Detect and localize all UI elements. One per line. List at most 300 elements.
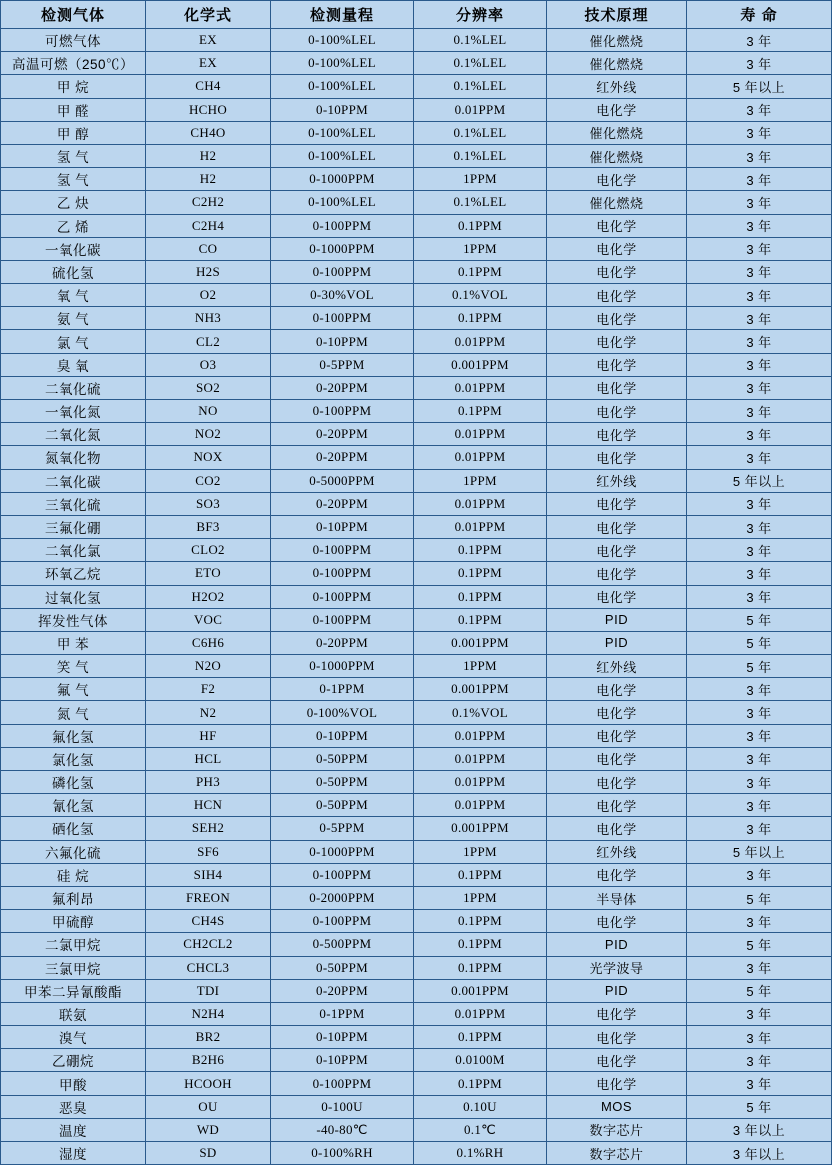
cell-resolution: 0.1%VOL [414,284,547,307]
cell-lifespan: 3 年 [687,284,832,307]
cell-technology: 数字芯片 [547,1142,687,1165]
cell-resolution: 0.01PPM [414,492,547,515]
cell-detection-range: 0-50PPM [271,771,414,794]
cell-lifespan: 3 年 [687,1002,832,1025]
cell-resolution: 0.0100M [414,1049,547,1072]
cell-chemical-formula: N2 [146,701,271,724]
cell-gas-name: 氧 气 [1,284,146,307]
table-row [1,168,832,191]
cell-gas-name: 氯 气 [1,330,146,353]
cell-resolution: 0.1%LEL [414,75,547,98]
table-row [1,98,832,121]
cell-gas-name: 磷化氢 [1,771,146,794]
cell-detection-range: 0-2000PPM [271,886,414,909]
cell-technology: 催化燃烧 [547,121,687,144]
cell-lifespan: 5 年 [687,1095,832,1118]
cell-detection-range: 0-5PPM [271,353,414,376]
column-header-detection-range: 检测量程 [271,1,414,29]
cell-resolution: 0.1PPM [414,1072,547,1095]
cell-resolution: 0.1PPM [414,1026,547,1049]
cell-technology: 红外线 [547,655,687,678]
cell-gas-name: 硅 烷 [1,863,146,886]
cell-gas-name: 三氟化硼 [1,515,146,538]
cell-resolution: 0.01PPM [414,330,547,353]
cell-technology: MOS [547,1095,687,1118]
cell-technology: 电化学 [547,98,687,121]
cell-technology: 电化学 [547,678,687,701]
cell-detection-range: 0-1PPM [271,678,414,701]
cell-detection-range: 0-50PPM [271,956,414,979]
cell-detection-range: -40-80℃ [271,1118,414,1141]
cell-detection-range: 0-1000PPM [271,237,414,260]
cell-resolution: 0.1%RH [414,1142,547,1165]
cell-chemical-formula: C6H6 [146,631,271,654]
cell-lifespan: 3 年 [687,376,832,399]
cell-resolution: 0.1℃ [414,1118,547,1141]
cell-gas-name: 甲 苯 [1,631,146,654]
cell-gas-name: 过氧化氢 [1,585,146,608]
table-row [1,260,832,283]
table-row [1,863,832,886]
cell-lifespan: 5 年 [687,979,832,1002]
cell-resolution: 1PPM [414,237,547,260]
cell-lifespan: 3 年 [687,423,832,446]
cell-chemical-formula: ETO [146,562,271,585]
cell-detection-range: 0-100PPM [271,400,414,423]
cell-lifespan: 3 年 [687,144,832,167]
cell-technology: PID [547,608,687,631]
cell-gas-name: 溴气 [1,1026,146,1049]
cell-detection-range: 0-100PPM [271,608,414,631]
cell-gas-name: 二氧化硫 [1,376,146,399]
cell-lifespan: 3 年 [687,237,832,260]
table-row [1,1142,832,1165]
cell-technology: 红外线 [547,469,687,492]
cell-technology: 电化学 [547,446,687,469]
cell-technology: 电化学 [547,260,687,283]
cell-resolution: 0.001PPM [414,678,547,701]
cell-resolution: 0.001PPM [414,631,547,654]
cell-resolution: 0.1PPM [414,608,547,631]
table-row [1,144,832,167]
cell-gas-name: 氢 气 [1,168,146,191]
cell-detection-range: 0-10PPM [271,330,414,353]
cell-gas-name: 二氧化氮 [1,423,146,446]
cell-lifespan: 3 年 [687,1072,832,1095]
cell-technology: 电化学 [547,284,687,307]
table-row [1,608,832,631]
cell-gas-name: 甲 醇 [1,121,146,144]
cell-resolution: 0.10U [414,1095,547,1118]
cell-gas-name: 氢 气 [1,144,146,167]
cell-chemical-formula: CH2CL2 [146,933,271,956]
cell-gas-name: 甲酸 [1,1072,146,1095]
cell-gas-name: 一氧化氮 [1,400,146,423]
cell-lifespan: 3 年 [687,400,832,423]
cell-technology: 电化学 [547,562,687,585]
table-row [1,747,832,770]
cell-technology: 电化学 [547,1026,687,1049]
cell-detection-range: 0-100PPM [271,585,414,608]
cell-resolution: 0.1%LEL [414,144,547,167]
cell-detection-range: 0-20PPM [271,446,414,469]
cell-detection-range: 0-10PPM [271,724,414,747]
table-row [1,562,832,585]
cell-lifespan: 3 年 [687,214,832,237]
cell-chemical-formula: TDI [146,979,271,1002]
cell-chemical-formula: NH3 [146,307,271,330]
cell-lifespan: 3 年 [687,539,832,562]
cell-gas-name: 乙 烯 [1,214,146,237]
table-row [1,75,832,98]
cell-lifespan: 3 年以上 [687,1142,832,1165]
cell-detection-range: 0-100PPM [271,863,414,886]
cell-technology: 电化学 [547,701,687,724]
cell-lifespan: 5 年以上 [687,840,832,863]
cell-detection-range: 0-100U [271,1095,414,1118]
cell-resolution: 0.1PPM [414,863,547,886]
cell-gas-name: 六氟化硫 [1,840,146,863]
cell-resolution: 0.1PPM [414,562,547,585]
table-header-row [1,1,832,29]
cell-lifespan: 5 年 [687,886,832,909]
cell-lifespan: 3 年 [687,562,832,585]
table-row [1,330,832,353]
cell-chemical-formula: F2 [146,678,271,701]
table-row [1,1002,832,1025]
cell-detection-range: 0-100%VOL [271,701,414,724]
cell-lifespan: 3 年 [687,771,832,794]
cell-lifespan: 3 年以上 [687,1118,832,1141]
cell-detection-range: 0-5PPM [271,817,414,840]
cell-lifespan: 3 年 [687,747,832,770]
cell-gas-name: 硒化氢 [1,817,146,840]
cell-lifespan: 5 年 [687,608,832,631]
cell-gas-name: 氮氧化物 [1,446,146,469]
cell-technology: 催化燃烧 [547,144,687,167]
table-row [1,771,832,794]
cell-resolution: 0.1PPM [414,307,547,330]
cell-chemical-formula: CO [146,237,271,260]
cell-lifespan: 3 年 [687,121,832,144]
cell-detection-range: 0-500PPM [271,933,414,956]
table-row [1,469,832,492]
cell-detection-range: 0-50PPM [271,794,414,817]
cell-detection-range: 0-100%LEL [271,191,414,214]
table-row [1,52,832,75]
cell-gas-name: 氰化氢 [1,794,146,817]
cell-detection-range: 0-20PPM [271,423,414,446]
cell-gas-name: 挥发性气体 [1,608,146,631]
table-row [1,840,832,863]
cell-technology: 电化学 [547,910,687,933]
cell-technology: 电化学 [547,771,687,794]
cell-chemical-formula: N2H4 [146,1002,271,1025]
cell-technology: 电化学 [547,1002,687,1025]
table-row [1,933,832,956]
cell-chemical-formula: HCN [146,794,271,817]
cell-chemical-formula: WD [146,1118,271,1141]
table-row [1,121,832,144]
cell-technology: 催化燃烧 [547,52,687,75]
table-row [1,979,832,1002]
cell-technology: 电化学 [547,307,687,330]
cell-resolution: 0.1PPM [414,933,547,956]
cell-gas-name: 乙 炔 [1,191,146,214]
cell-gas-name: 氨 气 [1,307,146,330]
cell-lifespan: 3 年 [687,678,832,701]
cell-lifespan: 3 年 [687,260,832,283]
cell-detection-range: 0-10PPM [271,98,414,121]
cell-resolution: 0.1PPM [414,585,547,608]
cell-detection-range: 0-100PPM [271,562,414,585]
cell-resolution: 0.01PPM [414,724,547,747]
cell-chemical-formula: O2 [146,284,271,307]
cell-detection-range: 0-100PPM [271,910,414,933]
cell-resolution: 0.01PPM [414,794,547,817]
cell-gas-name: 环氧乙烷 [1,562,146,585]
cell-resolution: 0.01PPM [414,423,547,446]
cell-technology: 电化学 [547,237,687,260]
cell-technology: 光学波导 [547,956,687,979]
table-header [1,1,832,29]
cell-gas-name: 湿度 [1,1142,146,1165]
cell-resolution: 0.1%VOL [414,701,547,724]
table-row [1,1026,832,1049]
cell-gas-name: 甲 醛 [1,98,146,121]
cell-detection-range: 0-20PPM [271,492,414,515]
cell-chemical-formula: SO2 [146,376,271,399]
cell-chemical-formula: PH3 [146,771,271,794]
cell-technology: 数字芯片 [547,1118,687,1141]
cell-lifespan: 3 年 [687,1049,832,1072]
cell-chemical-formula: EX [146,29,271,52]
cell-technology: 电化学 [547,376,687,399]
cell-technology: 电化学 [547,585,687,608]
cell-gas-name: 氟利昂 [1,886,146,909]
cell-lifespan: 3 年 [687,446,832,469]
cell-chemical-formula: CH4 [146,75,271,98]
cell-chemical-formula: CH4S [146,910,271,933]
table-row [1,284,832,307]
cell-resolution: 0.1PPM [414,400,547,423]
cell-chemical-formula: CL2 [146,330,271,353]
cell-technology: 电化学 [547,168,687,191]
cell-technology: PID [547,933,687,956]
cell-lifespan: 3 年 [687,98,832,121]
cell-gas-name: 甲 烷 [1,75,146,98]
cell-resolution: 0.01PPM [414,1002,547,1025]
cell-chemical-formula: HCOOH [146,1072,271,1095]
table-row [1,539,832,562]
cell-detection-range: 0-1000PPM [271,840,414,863]
cell-chemical-formula: CHCL3 [146,956,271,979]
cell-detection-range: 0-100PPM [271,1072,414,1095]
cell-lifespan: 5 年以上 [687,469,832,492]
cell-technology: 红外线 [547,840,687,863]
table-row [1,910,832,933]
cell-technology: 电化学 [547,353,687,376]
cell-technology: 电化学 [547,330,687,353]
column-header-chemical-formula: 化学式 [146,1,271,29]
cell-resolution: 0.1PPM [414,260,547,283]
table-row [1,214,832,237]
cell-detection-range: 0-50PPM [271,747,414,770]
cell-resolution: 0.001PPM [414,353,547,376]
cell-gas-name: 二氯甲烷 [1,933,146,956]
cell-technology: 电化学 [547,423,687,446]
cell-lifespan: 3 年 [687,585,832,608]
table-row [1,1095,832,1118]
cell-technology: 电化学 [547,515,687,538]
cell-detection-range: 0-10PPM [271,515,414,538]
cell-chemical-formula: C2H4 [146,214,271,237]
cell-gas-name: 三氯甲烷 [1,956,146,979]
cell-technology: 电化学 [547,1072,687,1095]
cell-chemical-formula: HCHO [146,98,271,121]
cell-technology: PID [547,979,687,1002]
column-header-lifespan: 寿 命 [687,1,832,29]
cell-gas-name: 氯化氢 [1,747,146,770]
cell-gas-name: 可燃气体 [1,29,146,52]
cell-chemical-formula: OU [146,1095,271,1118]
cell-chemical-formula: BF3 [146,515,271,538]
cell-chemical-formula: H2 [146,144,271,167]
cell-lifespan: 3 年 [687,492,832,515]
cell-gas-name: 笑 气 [1,655,146,678]
cell-resolution: 1PPM [414,840,547,863]
table-row [1,446,832,469]
cell-resolution: 0.1%LEL [414,29,547,52]
cell-technology: 电化学 [547,747,687,770]
cell-gas-name: 乙硼烷 [1,1049,146,1072]
cell-lifespan: 3 年 [687,863,832,886]
cell-resolution: 0.001PPM [414,979,547,1002]
cell-detection-range: 0-10PPM [271,1049,414,1072]
cell-technology: 电化学 [547,1049,687,1072]
cell-technology: 电化学 [547,794,687,817]
cell-detection-range: 0-100%RH [271,1142,414,1165]
cell-gas-name: 恶臭 [1,1095,146,1118]
cell-lifespan: 3 年 [687,701,832,724]
cell-gas-name: 一氧化碳 [1,237,146,260]
cell-technology: 电化学 [547,492,687,515]
cell-gas-name: 氟化氢 [1,724,146,747]
cell-lifespan: 3 年 [687,794,832,817]
cell-lifespan: 3 年 [687,910,832,933]
cell-chemical-formula: C2H2 [146,191,271,214]
table-row [1,1072,832,1095]
table-row [1,307,832,330]
cell-chemical-formula: FREON [146,886,271,909]
cell-resolution: 0.1PPM [414,956,547,979]
cell-detection-range: 0-1000PPM [271,655,414,678]
cell-gas-name: 三氧化硫 [1,492,146,515]
cell-detection-range: 0-100%LEL [271,144,414,167]
cell-detection-range: 0-100PPM [271,539,414,562]
cell-gas-name: 硫化氢 [1,260,146,283]
cell-lifespan: 3 年 [687,1026,832,1049]
cell-lifespan: 3 年 [687,515,832,538]
table-row [1,631,832,654]
cell-gas-name: 氮 气 [1,701,146,724]
cell-gas-name: 臭 氧 [1,353,146,376]
cell-lifespan: 5 年 [687,933,832,956]
table-row [1,400,832,423]
table-row [1,376,832,399]
cell-detection-range: 0-100%LEL [271,75,414,98]
table-row [1,678,832,701]
cell-lifespan: 3 年 [687,724,832,747]
cell-chemical-formula: NO2 [146,423,271,446]
cell-resolution: 0.001PPM [414,817,547,840]
cell-detection-range: 0-100%LEL [271,29,414,52]
cell-lifespan: 3 年 [687,956,832,979]
cell-lifespan: 3 年 [687,191,832,214]
cell-gas-name: 温度 [1,1118,146,1141]
cell-resolution: 0.01PPM [414,446,547,469]
cell-resolution: 0.1PPM [414,539,547,562]
cell-lifespan: 3 年 [687,353,832,376]
cell-lifespan: 3 年 [687,52,832,75]
cell-resolution: 1PPM [414,469,547,492]
cell-chemical-formula: HF [146,724,271,747]
cell-detection-range: 0-20PPM [271,631,414,654]
table-row [1,794,832,817]
cell-lifespan: 3 年 [687,817,832,840]
cell-technology: 红外线 [547,75,687,98]
cell-chemical-formula: SF6 [146,840,271,863]
cell-chemical-formula: EX [146,52,271,75]
table-row [1,585,832,608]
cell-gas-name: 二氧化氯 [1,539,146,562]
cell-gas-name: 高温可燃（250℃） [1,52,146,75]
cell-chemical-formula: H2O2 [146,585,271,608]
cell-gas-name: 甲苯二异氰酸酯 [1,979,146,1002]
cell-detection-range: 0-10PPM [271,1026,414,1049]
cell-chemical-formula: BR2 [146,1026,271,1049]
column-header-gas-name: 检测气体 [1,1,146,29]
cell-chemical-formula: CO2 [146,469,271,492]
cell-resolution: 0.1PPM [414,214,547,237]
cell-detection-range: 0-1000PPM [271,168,414,191]
cell-resolution: 0.1%LEL [414,121,547,144]
cell-detection-range: 0-1PPM [271,1002,414,1025]
cell-chemical-formula: NO [146,400,271,423]
cell-gas-name: 氟 气 [1,678,146,701]
cell-technology: 电化学 [547,724,687,747]
cell-chemical-formula: SEH2 [146,817,271,840]
table-row [1,353,832,376]
cell-detection-range: 0-20PPM [271,376,414,399]
cell-detection-range: 0-5000PPM [271,469,414,492]
cell-resolution: 0.01PPM [414,376,547,399]
cell-resolution: 0.01PPM [414,98,547,121]
cell-resolution: 0.1%LEL [414,52,547,75]
cell-lifespan: 5 年以上 [687,75,832,98]
cell-chemical-formula: O3 [146,353,271,376]
cell-gas-name: 甲硫醇 [1,910,146,933]
table-body [1,29,832,1165]
table-row [1,655,832,678]
cell-resolution: 1PPM [414,886,547,909]
cell-resolution: 0.01PPM [414,515,547,538]
table-row [1,956,832,979]
cell-technology: 催化燃烧 [547,191,687,214]
cell-technology: PID [547,631,687,654]
cell-chemical-formula: H2S [146,260,271,283]
cell-chemical-formula: HCL [146,747,271,770]
